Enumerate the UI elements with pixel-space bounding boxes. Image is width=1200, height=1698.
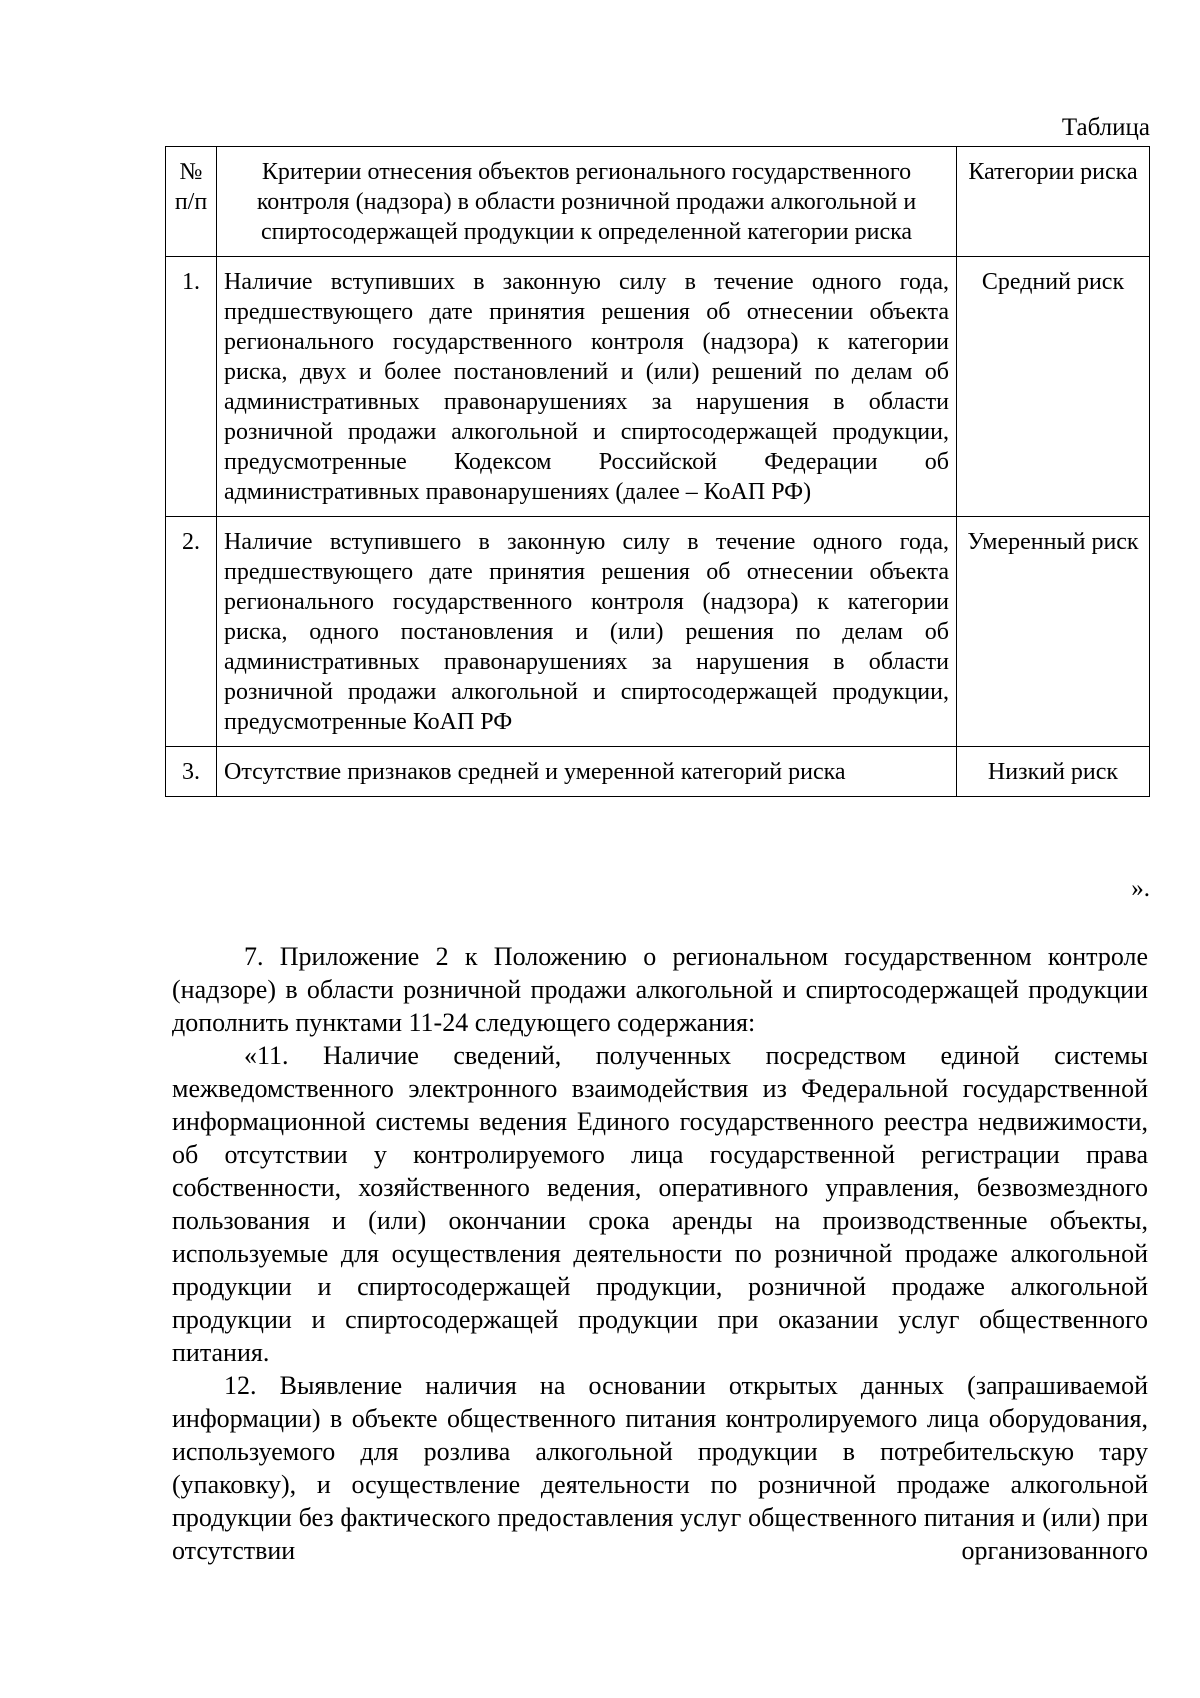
row-criteria: Наличие вступившего в законную силу в течение одного года, предшествующего дате принятия решения об отнесении объекта регионального государственного контроля (надзора) к категории риска, одного постановления и (или) решения по делам об административных правонарушениях за нарушения в области розничной продажи алкогольной и спиртосодержащей продукции, предусмотренные КоАП РФ bbox=[217, 517, 957, 747]
table-row bbox=[166, 747, 1150, 797]
header-criteria: Критерии отнесения объектов регионального государственного контроля (надзора) в области розничной продажи алкогольной и спиртосодержащей продукции к определенной категории риска bbox=[217, 147, 957, 257]
table-row bbox=[166, 257, 1150, 517]
paragraph-item-11: «11. Наличие сведений, полученных посредством единой системы межведомственного электронного взаимодействия из Федеральной государственной информационной системы ведения Единого государственного реестра недвижимости, об отсутствии у контролируемого лица государственной регистрации права собственности, хозяйственного ведения, оперативного управления, безвозмездного пользования и (или) окончании срока аренды на производственные объекты, используемые для осуществления деятельности по розничной продаже алкогольной продукции и спиртосодержащей продукции, розничной продаже алкогольной продукции и спиртосодержащей продукции при оказании услуг общественного питания. bbox=[172, 1041, 1148, 1367]
table-row bbox=[166, 517, 1150, 747]
row-number: 2. bbox=[166, 517, 217, 747]
row-category: Низкий риск bbox=[957, 747, 1150, 797]
row-criteria: Наличие вступивших в законную силу в течение одного года, предшествующего дате принятия решения об отнесении объекта регионального государственного контроля (надзора) к категории риска, двух и более постановлений и (или) решений по делам об административных правонарушениях за нарушения в области розничной продажи алкогольной и спиртосодержащей продукции, предусмотренные Кодексом Российской Федерации об административных правонарушениях (далее – КоАП РФ) bbox=[217, 257, 957, 517]
paragraph-item-7: 7. Приложение 2 к Положению о региональном государственном контроле (надзоре) в области розничной продажи алкогольной и спиртосодержащей продукции дополнить пунктами 11-24 следующего содержания: bbox=[172, 942, 1148, 1037]
paragraph-item-12: 12. Выявление наличия на основании открытых данных (запрашиваемой информации) в объекте общественного питания контролируемого лица оборудования, используемого для розлива алкогольной продукции в потребительскую тару (упаковку), и осуществление деятельности по розничной продаже алкогольной продукции без фактического предоставления услуг общественного питания и (или) при отсутствии организованного bbox=[172, 1371, 1148, 1565]
closing-quote: ». bbox=[1131, 875, 1150, 902]
row-number: 3. bbox=[166, 747, 217, 797]
header-number: № п/п bbox=[166, 147, 217, 257]
table-caption: Таблица bbox=[1061, 114, 1150, 141]
row-number: 1. bbox=[166, 257, 217, 517]
risk-criteria-table bbox=[165, 146, 1150, 797]
header-category: Категории риска bbox=[957, 147, 1150, 257]
row-category: Средний риск bbox=[957, 257, 1150, 517]
row-criteria: Отсутствие признаков средней и умеренной категорий риска bbox=[217, 747, 957, 797]
row-category: Умеренный риск bbox=[957, 517, 1150, 747]
table-header-row bbox=[166, 147, 1150, 257]
body-text bbox=[172, 940, 1148, 1567]
